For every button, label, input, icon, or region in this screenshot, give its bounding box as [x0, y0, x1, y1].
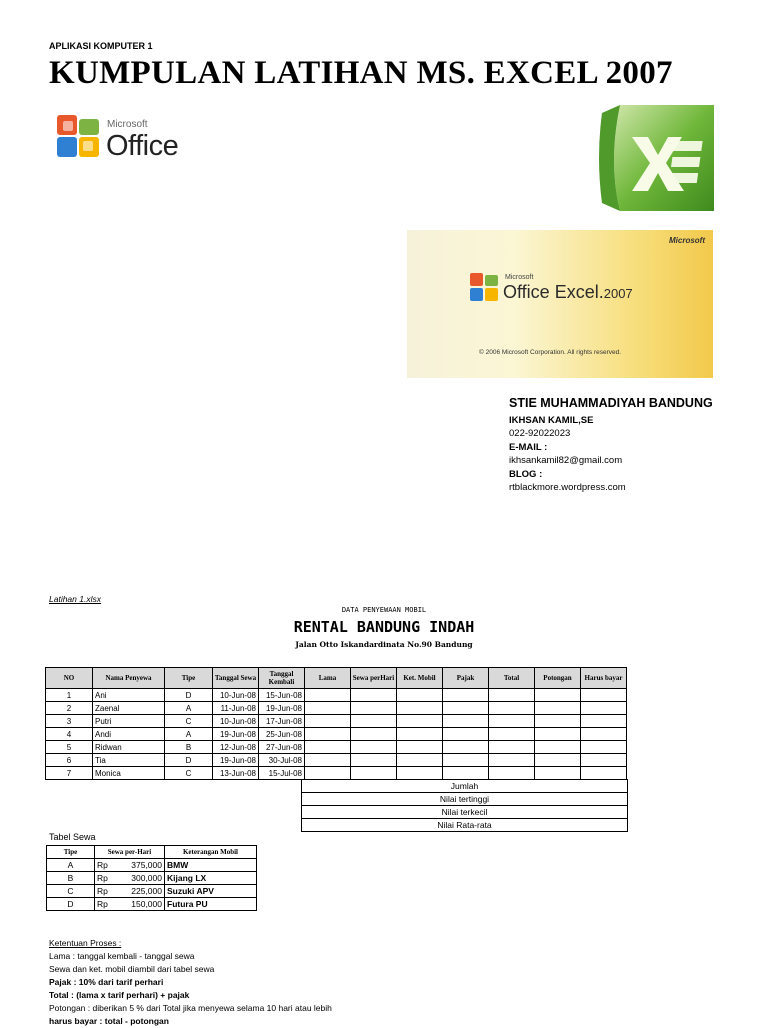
table-cell[interactable]	[351, 702, 397, 715]
table-cell[interactable]	[305, 767, 351, 780]
table-cell[interactable]: Tia	[93, 754, 165, 767]
office-logo-product: Office	[106, 130, 179, 162]
table-row	[47, 872, 257, 885]
col-header: Sewa perHari	[351, 668, 397, 689]
table-cell[interactable]: 2	[46, 702, 93, 715]
table-cell[interactable]	[351, 715, 397, 728]
splash-copyright: © 2006 Microsoft Corporation. All rights reserved.	[479, 349, 622, 356]
table-cell[interactable]	[443, 741, 489, 754]
splash-product-name: Office Excel	[503, 282, 599, 302]
col-header: Sewa per-Hari	[95, 846, 165, 859]
contact-block	[509, 397, 713, 495]
table-cell[interactable]: D	[165, 689, 213, 702]
course-label: APLIKASI KOMPUTER 1	[49, 41, 153, 51]
exercise-file: Latihan 1.xlsx	[49, 594, 101, 604]
table-cell[interactable]	[581, 702, 627, 715]
data-subtitle: DATA PENYEWAAN MOBIL	[341, 606, 427, 614]
col-header: Nama Penyewa	[93, 668, 165, 689]
table-cell[interactable]	[489, 689, 535, 702]
rental-table	[45, 667, 627, 780]
table-cell[interactable]	[443, 767, 489, 780]
col-header: Total	[489, 668, 535, 689]
table-cell[interactable]	[581, 767, 627, 780]
ketentuan-line: Pajak : 10% dari tarif perhari	[49, 977, 164, 987]
table-cell[interactable]	[581, 689, 627, 702]
table-cell[interactable]	[443, 715, 489, 728]
table-cell[interactable]: C	[165, 715, 213, 728]
col-header: NO	[46, 668, 93, 689]
currency: Rp	[97, 899, 108, 909]
blog-url[interactable]: rtblackmore.wordpress.com	[509, 482, 626, 493]
table-cell[interactable]	[397, 715, 443, 728]
summary-cell: Nilai Rata-rata	[302, 819, 628, 832]
table-cell[interactable]	[535, 754, 581, 767]
table-cell[interactable]: 19-Jun-08	[213, 728, 259, 741]
table-cell[interactable]: 30-Jul-08	[259, 754, 305, 767]
ketentuan-line: Lama : tanggal kembali - tanggal sewa	[49, 951, 195, 961]
splash-version: 2007	[603, 286, 633, 301]
table-cell[interactable]: Putri	[93, 715, 165, 728]
table-cell[interactable]: 17-Jun-08	[259, 715, 305, 728]
table-cell[interactable]	[397, 702, 443, 715]
school-name: STIE MUHAMMADIYAH BANDUNG	[509, 396, 713, 410]
table-cell[interactable]	[305, 715, 351, 728]
table-cell[interactable]: 11-Jun-08	[213, 702, 259, 715]
table-cell[interactable]	[397, 767, 443, 780]
table-cell[interactable]	[489, 728, 535, 741]
ketentuan-block	[49, 937, 332, 1028]
table-cell[interactable]	[535, 689, 581, 702]
table-cell[interactable]	[535, 767, 581, 780]
company-name: RENTAL BANDUNG INDAH	[293, 618, 475, 636]
col-header: Tanggal Sewa	[213, 668, 259, 689]
table-cell[interactable]: D	[165, 754, 213, 767]
table-row	[47, 859, 257, 872]
col-header: Potongan	[535, 668, 581, 689]
table-row	[46, 728, 627, 741]
table-cell[interactable]	[489, 715, 535, 728]
phone-number: 022-92022023	[509, 428, 571, 439]
table-cell[interactable]	[443, 728, 489, 741]
table-cell[interactable]	[489, 754, 535, 767]
table-cell[interactable]	[581, 715, 627, 728]
excel-icon	[598, 103, 718, 213]
table-cell[interactable]	[397, 754, 443, 767]
table-cell[interactable]: Ridwan	[93, 741, 165, 754]
summary-cell: Jumlah	[302, 780, 628, 793]
ketentuan-title: Ketentuan Proses :	[49, 938, 122, 948]
table-cell[interactable]: C	[165, 767, 213, 780]
table-row	[47, 898, 257, 911]
office-logo-icon	[469, 272, 499, 302]
table-cell[interactable]	[443, 702, 489, 715]
email-label: E-MAIL :	[509, 441, 548, 453]
col-header: Tipe	[165, 668, 213, 689]
table-cell[interactable]: Ani	[93, 689, 165, 702]
table-cell[interactable]	[351, 728, 397, 741]
keterangan-cell[interactable]: Futura PU	[165, 898, 257, 911]
table-cell[interactable]	[305, 728, 351, 741]
splash-brand: Microsoft	[505, 274, 534, 281]
page-title: KUMPULAN LATIHAN MS. EXCEL 2007	[49, 55, 673, 91]
table-cell[interactable]	[489, 741, 535, 754]
ketentuan-line: Potongan : diberikan 5 % dari Total jika menyewa selama 10 hari atau lebih	[49, 1003, 332, 1013]
keterangan-cell[interactable]: Kijang LX	[165, 872, 257, 885]
sewa-cell[interactable]	[95, 872, 165, 885]
table-row	[46, 767, 627, 780]
tabel-sewa-label: Tabel Sewa	[49, 832, 96, 842]
table-row	[302, 819, 628, 832]
table-row	[46, 741, 627, 754]
excel-splash-image	[407, 230, 713, 378]
splash-microsoft: Microsoft	[669, 236, 705, 245]
table-cell[interactable]	[581, 728, 627, 741]
office-logo-brand: Microsoft	[107, 119, 148, 130]
table-row	[46, 702, 627, 715]
amount: 375,000	[131, 860, 162, 870]
table-cell[interactable]	[535, 702, 581, 715]
table-cell[interactable]: A	[165, 728, 213, 741]
summary-table	[301, 779, 628, 832]
table-cell[interactable]: 4	[46, 728, 93, 741]
table-cell[interactable]	[305, 741, 351, 754]
table-cell[interactable]: 5	[46, 741, 93, 754]
table-cell[interactable]	[535, 715, 581, 728]
currency: Rp	[97, 886, 108, 896]
col-header: Harus bayar	[581, 668, 627, 689]
amount: 225,000	[131, 886, 162, 896]
table-row	[302, 806, 628, 819]
col-header: Tanggal Kembali	[259, 668, 305, 689]
amount: 300,000	[131, 873, 162, 883]
table-cell[interactable]: 6	[46, 754, 93, 767]
col-header: Lama	[305, 668, 351, 689]
table-cell[interactable]	[581, 754, 627, 767]
currency: Rp	[97, 873, 108, 883]
table-cell[interactable]: 19-Jun-08	[259, 702, 305, 715]
table-row	[302, 780, 628, 793]
table-cell[interactable]	[489, 702, 535, 715]
table-cell[interactable]: 19-Jun-08	[213, 754, 259, 767]
table-cell[interactable]: Monica	[93, 767, 165, 780]
table-cell[interactable]: 27-Jun-08	[259, 741, 305, 754]
table-cell[interactable]	[397, 689, 443, 702]
table-cell[interactable]	[397, 741, 443, 754]
table-cell[interactable]	[351, 767, 397, 780]
table-header-row	[46, 668, 627, 689]
table-cell[interactable]	[305, 689, 351, 702]
col-header: Tipe	[47, 846, 95, 859]
sewa-cell[interactable]	[95, 859, 165, 872]
table-cell[interactable]	[443, 689, 489, 702]
ketentuan-line: Sewa dan ket. mobil diambil dari tabel sewa	[49, 964, 215, 974]
table-cell[interactable]	[535, 728, 581, 741]
tipe-cell[interactable]: B	[47, 872, 95, 885]
table-row	[46, 715, 627, 728]
table-cell[interactable]	[443, 754, 489, 767]
office-logo	[55, 113, 205, 165]
table-cell[interactable]: A	[165, 702, 213, 715]
tabel-sewa	[46, 845, 257, 911]
table-row	[46, 754, 627, 767]
table-row	[46, 689, 627, 702]
amount: 150,000	[131, 899, 162, 909]
table-cell[interactable]	[581, 741, 627, 754]
email-address[interactable]: ikhsankamil82@gmail.com	[509, 455, 623, 466]
table-cell[interactable]	[305, 754, 351, 767]
table-cell[interactable]	[351, 754, 397, 767]
summary-cell: Nilai terkecil	[302, 806, 628, 819]
table-cell[interactable]: 3	[46, 715, 93, 728]
company-address: Jalan Otto Iskandardinata No.90 Bandung	[295, 640, 473, 649]
tipe-cell[interactable]: D	[47, 898, 95, 911]
ketentuan-line: harus bayar : total - potongan	[49, 1016, 169, 1026]
table-cell[interactable]	[351, 689, 397, 702]
table-cell[interactable]: 15-Jun-08	[259, 689, 305, 702]
col-header: Keterangan Mobil	[165, 846, 257, 859]
table-cell[interactable]: 13-Jun-08	[213, 767, 259, 780]
col-header: Ket. Mobil	[397, 668, 443, 689]
sewa-cell[interactable]	[95, 898, 165, 911]
tipe-cell[interactable]: A	[47, 859, 95, 872]
table-cell[interactable]	[489, 767, 535, 780]
table-row	[47, 885, 257, 898]
table-cell[interactable]: B	[165, 741, 213, 754]
tipe-cell[interactable]: C	[47, 885, 95, 898]
table-cell[interactable]: 10-Jun-08	[213, 715, 259, 728]
splash-product: Office Excel.2007	[503, 282, 633, 302]
table-cell[interactable]: 10-Jun-08	[213, 689, 259, 702]
author-name: IKHSAN KAMIL,SE	[509, 414, 594, 426]
office-logo-icon	[55, 113, 103, 161]
sewa-cell[interactable]	[95, 885, 165, 898]
table-cell[interactable]: 15-Jul-08	[259, 767, 305, 780]
keterangan-cell[interactable]: BMW	[165, 859, 257, 872]
table-header-row	[47, 846, 257, 859]
table-cell[interactable]: 25-Jun-08	[259, 728, 305, 741]
table-cell[interactable]: Zaenal	[93, 702, 165, 715]
blog-label: BLOG :	[509, 468, 543, 480]
table-cell[interactable]: 1	[46, 689, 93, 702]
table-cell[interactable]	[397, 728, 443, 741]
currency: Rp	[97, 860, 108, 870]
table-cell[interactable]	[535, 741, 581, 754]
summary-cell: Nilai tertinggi	[302, 793, 628, 806]
table-cell[interactable]: 7	[46, 767, 93, 780]
table-cell[interactable]: Andi	[93, 728, 165, 741]
keterangan-cell[interactable]: Suzuki APV	[165, 885, 257, 898]
table-cell[interactable]	[305, 702, 351, 715]
col-header: Pajak	[443, 668, 489, 689]
ketentuan-line: Total : (lama x tarif perhari) + pajak	[49, 990, 190, 1000]
table-row	[302, 793, 628, 806]
table-cell[interactable]	[351, 741, 397, 754]
table-cell[interactable]: 12-Jun-08	[213, 741, 259, 754]
